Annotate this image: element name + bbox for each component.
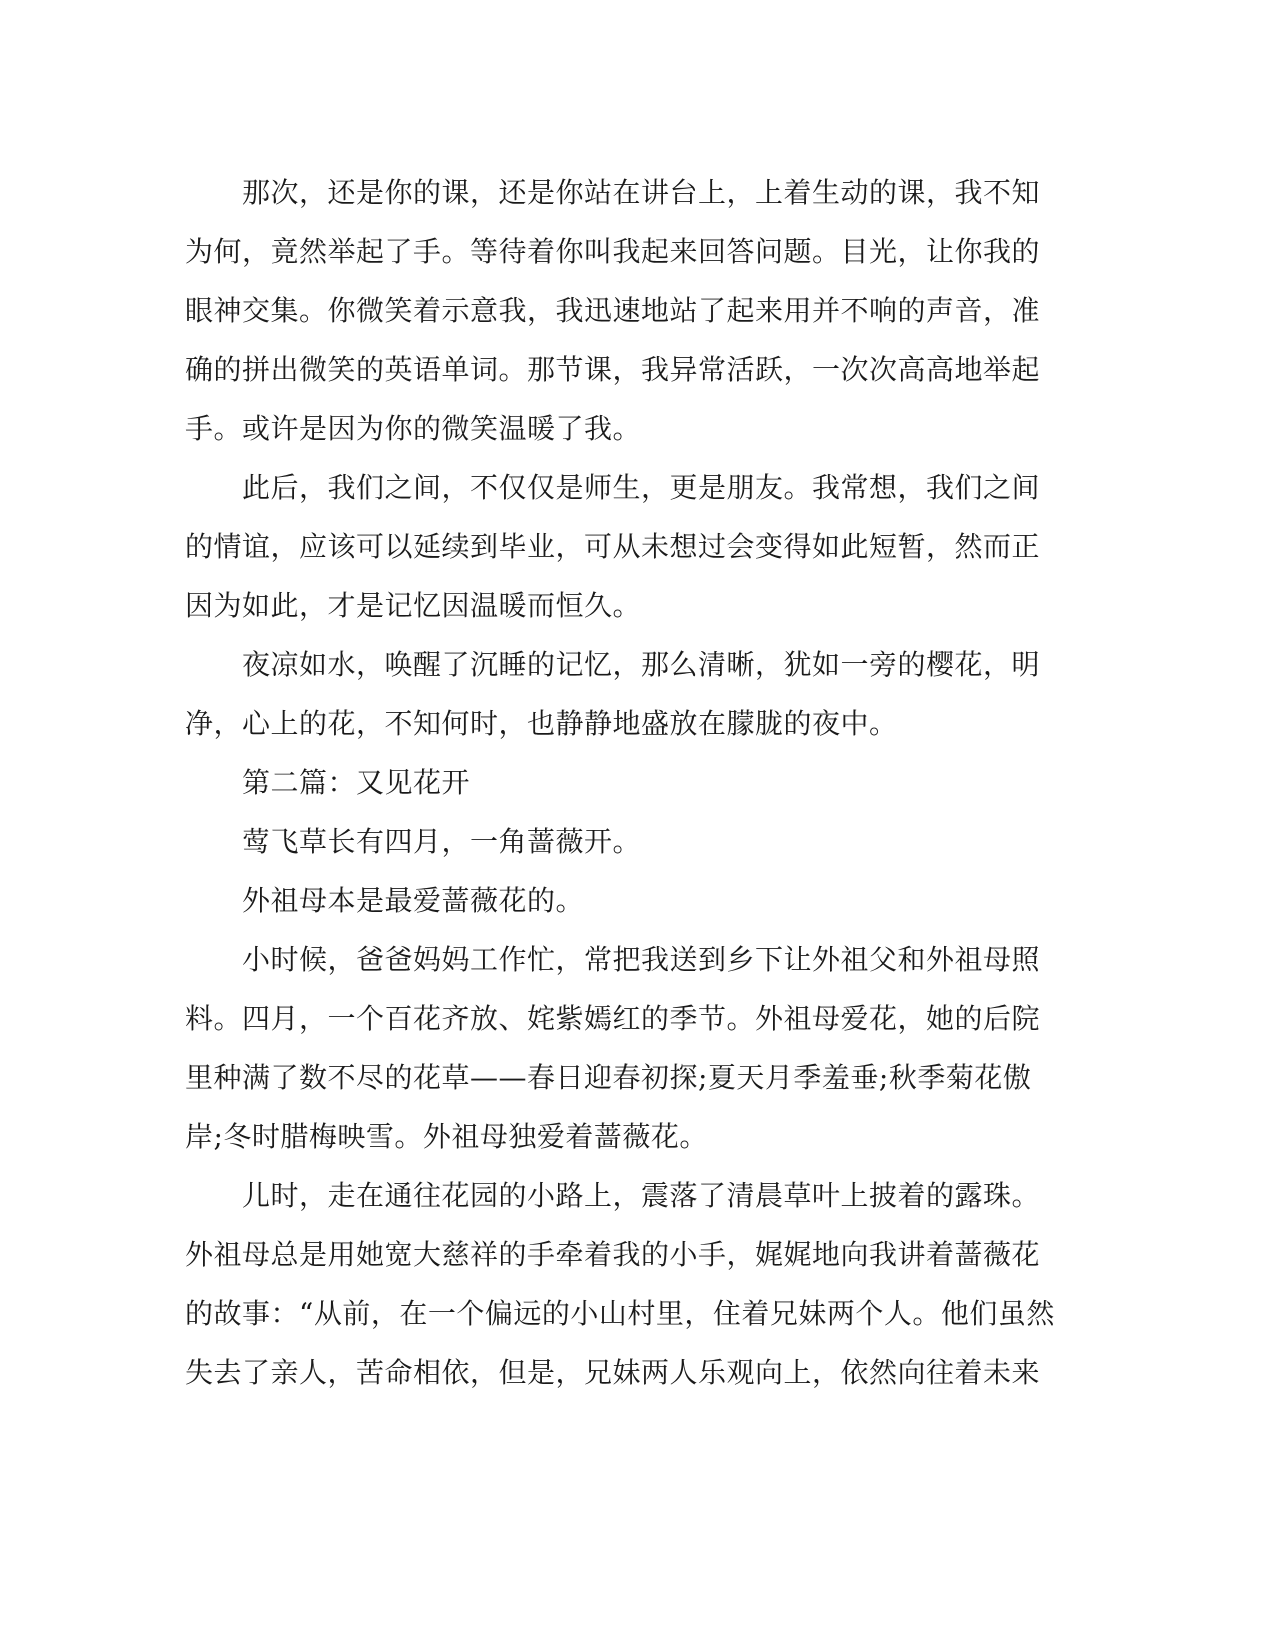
- paragraph-memory-lesson: 那次，还是你的课，还是你站在讲台上，上着生动的课，我不知为何，竟然举起了手。等待着你叫我起来回答问题。目光，让你我的眼神交集。你微笑着示意我，我迅速地站了起来用并不响的声音，准确的拼出微笑的英语单词。那节课，我异常活跃，一次次高高地举起手。或许是因为你的微笑温暖了我。: [185, 176, 1041, 445]
- section-heading: 第二篇：又见花开: [185, 766, 471, 799]
- paragraph-story: 儿时，走在通往花园的小路上，震落了清晨草叶上披着的露珠。外祖母总是用她宽大慈祥的手牵着我的小手，娓娓地向我讲着蔷薇花的故事：“从前，在一个偏远的小山村里，住着兄妹两个人。他们虽然失去了亲人，苦命相依，但是，兄妹两人乐观向上，依然向往着未来: [185, 1179, 1055, 1389]
- paragraph-grandmother-love: 外祖母本是最爱蔷薇花的。: [185, 884, 585, 917]
- paragraph-night-memory: 夜凉如水，唤醒了沉睡的记忆，那么清晰，犹如一旁的樱花，明净，心上的花，不知何时，也静静地盛放在朦胧的夜中。: [185, 648, 1041, 740]
- paragraph-friendship: 此后，我们之间，不仅仅是师生，更是朋友。我常想，我们之间的情谊，应该可以延续到毕业，可从未想过会变得如此短暂，然而正因为如此，才是记忆因温暖而恒久。: [185, 471, 1041, 622]
- paragraph-childhood: 小时候，爸爸妈妈工作忙，常把我送到乡下让外祖父和外祖母照料。四月，一个百花齐放、姹紫嫣红的季节。外祖母爱花，她的后院里种满了数不尽的花草——春日迎春初探;夏天月季羞垂;秋季菊花傲岸;冬时腊梅映雪。外祖母独爱着蔷薇花。: [185, 943, 1041, 1153]
- document-body: [185, 163, 1065, 1402]
- paragraph-april: 莺飞草长有四月，一角蔷薇开。: [185, 825, 642, 858]
